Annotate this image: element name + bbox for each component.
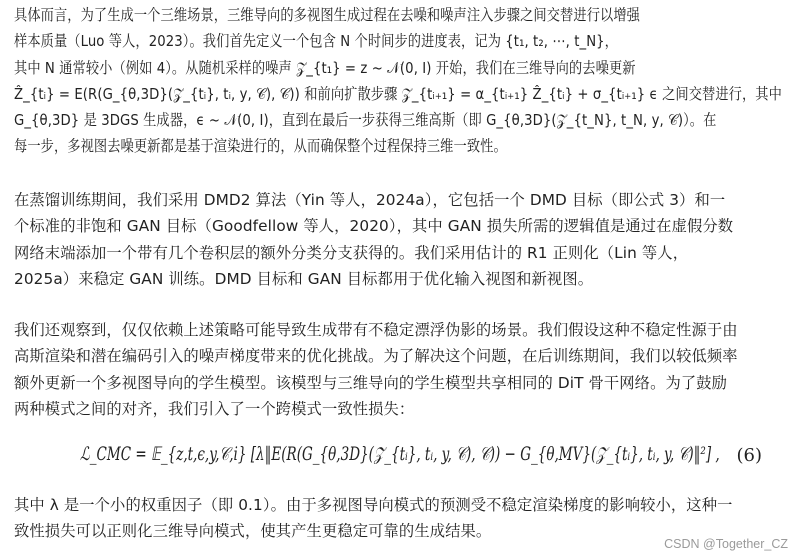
paragraph-3-line-4: 两种模式之间的对齐，我们引入了一个跨模式一致性损失： xyxy=(14,399,415,418)
paragraph-3-line-3: 额外更新一个多视图导向的学生模型。该模型与三维导向的学生模型共享相同的 DiT 骨干网络。为了鼓励 xyxy=(14,373,728,392)
paragraph-2-line-2: 个标准的非饱和 GAN 目标（Goodfellow 等人，2020），其中 GAN 损失所需的逻辑值是通过在虚假分数 xyxy=(14,217,734,236)
paragraph-1-line-5: G_{θ,3D} 是 3DGS 生成器，ϵ ~ 𝒩(0, I)，直到在最后一步获得三维高斯（即 G_{θ,3D}(𝒵_{t_N}, t_N, y, 𝒞)）。在 xyxy=(14,111,717,130)
paragraph-2-line-4: 2025a）来稳定 GAN 训练。DMD 目标和 GAN 目标都用于优化输入视图和新视图。 xyxy=(14,269,594,288)
paragraph-4-line-2: 致性损失可以正则化三维导向模式，使其产生更稳定可靠的生成结果。 xyxy=(14,522,492,541)
paragraph-3 xyxy=(14,317,738,422)
paragraph-1-line-4: Ẑ_{tᵢ} = E(R(G_{θ,3D}(𝒵_{tᵢ}, tᵢ, y, 𝒞), 𝒞)) 和前向扩散步骤 𝒵_{tᵢ₊₁} = α_{tᵢ₊₁} Ẑ_{tᵢ} + σ_{tᵢ₊₁} ϵ 之间交替进行，其中 xyxy=(14,84,782,103)
paragraph-3-line-1: 我们还观察到，仅仅依赖上述策略可能导致生成带有不稳定漂浮伪影的场景。我们假设这种不稳定性源于由 xyxy=(14,321,738,339)
paragraph-2 xyxy=(14,187,733,292)
watermark: CSDN @Together_CZ xyxy=(664,537,788,551)
paragraph-1-line-2: 样本质量（Luo 等人，2023）。我们首先定义一个包含 N 个时间步的进度表，记为 {t₁, t₂, ⋯, t_N}， xyxy=(14,32,619,51)
paragraph-3-line-2: 高斯渲染和潜在编码引入的噪声梯度带来的优化挑战。为了解决这个问题，在后训练期间，我们以较低频率 xyxy=(14,347,738,366)
equation-block xyxy=(14,444,784,476)
paragraph-2-line-3: 网络末端添加一个带有几个卷积层的额外分类分支获得的。我们采用估计的 R1 正则化（Lin 等人， xyxy=(14,243,689,262)
paragraph-1-line-3: 其中 N 通常较小（例如 4）。从随机采样的噪声 𝒵_{t₁} = z ~ 𝒩(0, I) 开始，我们在三维导向的去噪更新 xyxy=(14,58,636,77)
paragraph-1-line-6: 每一步，多视图去噪更新都是基于渲染进行的，从而确保整个过程保持三维一致性。 xyxy=(14,137,507,156)
equation-formula: ℒ_CMC = 𝔼_{z,t,ϵ,y,𝒞,i} [λ‖E(R(G_{θ,3D}(𝒵_{tᵢ}, tᵢ, y, 𝒞), 𝒞)) − G_{θ,MV}(𝒵_{tᵢ}, tᵢ, y, 𝒞)‖²] , xyxy=(80,444,720,465)
paragraph-1 xyxy=(14,2,794,160)
paragraph-4-line-1: 其中 λ 是一个小的权重因子（即 0.1）。由于多视图导向模式的预测受不稳定渲染梯度的影响较小，这种一 xyxy=(14,496,733,514)
paragraph-1-line-1: 具体而言，为了生成一个三维场景，三维导向的多视图生成过程在去噪和噪声注入步骤之间交替进行以增强 xyxy=(14,6,640,24)
equation-number: (6) xyxy=(736,445,762,466)
paragraph-4 xyxy=(14,492,732,545)
paragraph-2-line-1: 在蒸馏训练期间，我们采用 DMD2 算法（Yin 等人，2024a），它包括一个 DMD 目标（即公式 3）和一 xyxy=(14,191,726,209)
